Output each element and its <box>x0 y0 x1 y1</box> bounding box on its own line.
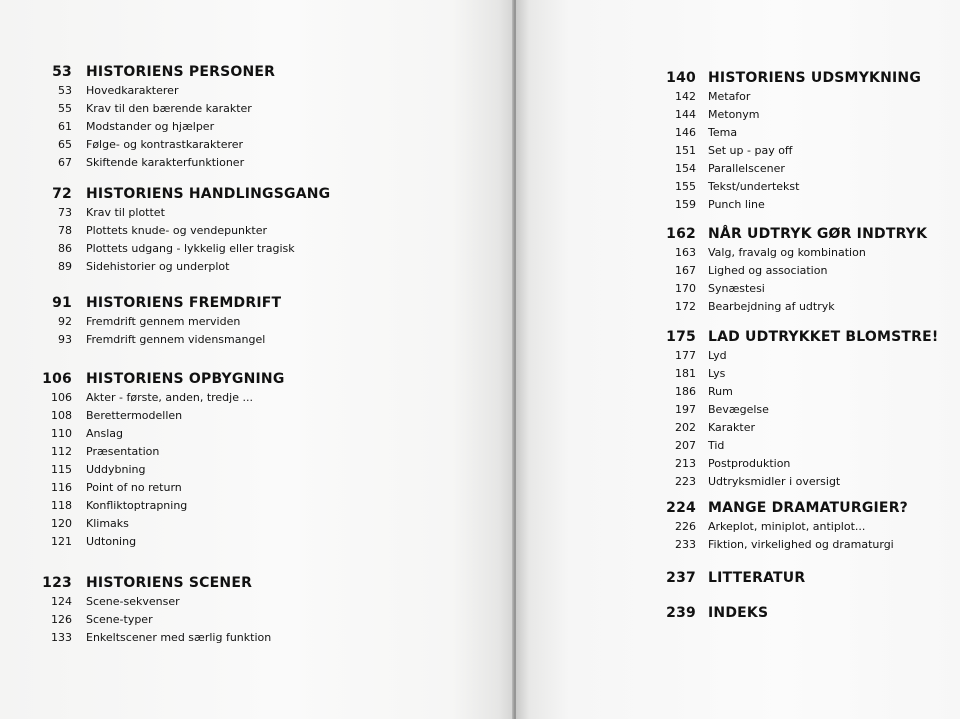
toc-entry <box>516 88 960 106</box>
section-heading <box>0 184 514 204</box>
entry-title: Krav til plottet <box>86 206 165 219</box>
entry-title: Tema <box>708 126 738 139</box>
entry-page-number: 226 <box>675 520 696 533</box>
entry-title: Sidehistorier og underplot <box>86 260 230 273</box>
toc-entry <box>0 593 514 611</box>
entry-page-number: 78 <box>58 224 72 237</box>
toc-entry <box>0 154 514 172</box>
toc-entry <box>516 473 960 491</box>
entry-page-number: 144 <box>675 108 696 121</box>
entry-page-number: 116 <box>51 481 72 494</box>
toc-entry <box>516 280 960 298</box>
entry-page-number: 120 <box>51 517 72 530</box>
section-title: HISTORIENS SCENER <box>86 575 253 591</box>
entry-title: Scene-typer <box>86 613 153 626</box>
toc-section <box>516 68 960 214</box>
toc-entry <box>516 160 960 178</box>
entry-page-number: 86 <box>58 242 72 255</box>
entry-page-number: 53 <box>58 84 72 97</box>
toc-entry <box>0 136 514 154</box>
entry-title: Tid <box>708 439 725 452</box>
entry-title: Akter - første, anden, tredje ... <box>86 391 253 404</box>
entry-page-number: 115 <box>51 463 72 476</box>
section-page-number: 239 <box>666 605 696 621</box>
entry-title: Krav til den bærende karakter <box>86 102 252 115</box>
section-title: HISTORIENS PERSONER <box>86 64 276 80</box>
entry-title: Klimaks <box>86 517 129 530</box>
section-page-number: 91 <box>52 295 72 311</box>
section-title: NÅR UDTRYK GØR INDTRYK <box>708 226 928 242</box>
entry-page-number: 89 <box>58 260 72 273</box>
toc-entry <box>516 347 960 365</box>
entry-page-number: 207 <box>675 439 696 452</box>
entry-title: Lyd <box>708 349 727 362</box>
section-title: LAD UDTRYKKET BLOMSTRE! <box>708 329 939 345</box>
entry-title: Anslag <box>86 427 124 440</box>
entry-title: Berettermodellen <box>86 409 183 422</box>
entry-page-number: 121 <box>51 535 72 548</box>
entry-page-number: 155 <box>675 180 696 193</box>
section-page-number: 123 <box>42 575 72 591</box>
toc-entry <box>516 298 960 316</box>
entry-title: Postproduktion <box>708 457 791 470</box>
entry-title: Lys <box>708 367 726 380</box>
section-heading <box>516 603 960 623</box>
toc-entry <box>0 515 514 533</box>
entry-page-number: 177 <box>675 349 696 362</box>
toc-entry <box>0 407 514 425</box>
toc-section <box>516 603 960 623</box>
section-heading <box>516 568 960 588</box>
section-title: INDEKS <box>708 605 769 621</box>
toc-section <box>0 369 514 551</box>
toc-entry <box>516 178 960 196</box>
toc-entry <box>516 419 960 437</box>
entry-page-number: 163 <box>675 246 696 259</box>
right-page <box>516 0 960 719</box>
entry-title: Scene-sekvenser <box>86 595 180 608</box>
toc-entry <box>0 479 514 497</box>
section-title: HISTORIENS HANDLINGSGANG <box>86 186 331 202</box>
entry-page-number: 159 <box>675 198 696 211</box>
entry-title: Set up - pay off <box>708 144 793 157</box>
toc-entry <box>516 196 960 214</box>
entry-page-number: 61 <box>58 120 72 133</box>
entry-title: Parallelscener <box>708 162 785 175</box>
toc-entry <box>0 443 514 461</box>
entry-page-number: 233 <box>675 538 696 551</box>
toc-entry <box>0 100 514 118</box>
toc-entry <box>516 518 960 536</box>
entry-page-number: 65 <box>58 138 72 151</box>
section-page-number: 237 <box>666 570 696 586</box>
entry-title: Metonym <box>708 108 760 121</box>
section-page-number: 224 <box>666 500 696 516</box>
entry-title: Plottets knude- og vendepunkter <box>86 224 267 237</box>
entry-title: Udtoning <box>86 535 137 548</box>
entry-title: Bevægelse <box>708 403 769 416</box>
toc-entry <box>0 331 514 349</box>
toc-entry <box>516 262 960 280</box>
entry-title: Skiftende karakterfunktioner <box>86 156 245 169</box>
section-heading <box>0 62 514 82</box>
toc-entry <box>516 455 960 473</box>
section-heading <box>516 327 960 347</box>
entry-page-number: 124 <box>51 595 72 608</box>
entry-title: Synæstesi <box>708 282 765 295</box>
section-heading <box>516 68 960 88</box>
section-title: MANGE DRAMATURGIER? <box>708 500 908 516</box>
toc-entry <box>516 437 960 455</box>
section-page-number: 140 <box>666 70 696 86</box>
section-page-number: 162 <box>666 226 696 242</box>
entry-page-number: 73 <box>58 206 72 219</box>
entry-page-number: 170 <box>675 282 696 295</box>
entry-page-number: 118 <box>51 499 72 512</box>
entry-title: Hovedkarakterer <box>86 84 179 97</box>
entry-page-number: 133 <box>51 631 72 644</box>
toc-section <box>0 573 514 647</box>
toc-entry <box>516 244 960 262</box>
entry-page-number: 223 <box>675 475 696 488</box>
toc-entry <box>516 536 960 554</box>
section-heading <box>0 369 514 389</box>
entry-page-number: 167 <box>675 264 696 277</box>
section-title: HISTORIENS OPBYGNING <box>86 371 285 387</box>
entry-title: Fremdrift gennem merviden <box>86 315 241 328</box>
entry-title: Uddybning <box>86 463 146 476</box>
toc-entry <box>0 461 514 479</box>
entry-title: Karakter <box>708 421 755 434</box>
toc-entry <box>0 389 514 407</box>
entry-title: Punch line <box>708 198 765 211</box>
entry-page-number: 106 <box>51 391 72 404</box>
entry-page-number: 55 <box>58 102 72 115</box>
toc-entry <box>0 240 514 258</box>
entry-page-number: 108 <box>51 409 72 422</box>
toc-entry <box>516 365 960 383</box>
section-heading <box>516 224 960 244</box>
section-title: HISTORIENS FREMDRIFT <box>86 295 282 311</box>
entry-title: Præsentation <box>86 445 160 458</box>
entry-title: Enkeltscener med særlig funktion <box>86 631 272 644</box>
section-page-number: 175 <box>666 329 696 345</box>
toc-entry <box>0 313 514 331</box>
entry-title: Fiktion, virkelighed og dramaturgi <box>708 538 894 551</box>
right-table-of-contents <box>516 0 960 719</box>
section-heading <box>516 498 960 518</box>
entry-title: Point of no return <box>86 481 182 494</box>
entry-title: Bearbejdning af udtryk <box>708 300 835 313</box>
toc-section <box>0 184 514 276</box>
toc-entry <box>516 124 960 142</box>
section-heading <box>0 293 514 313</box>
section-page-number: 106 <box>42 371 72 387</box>
entry-title: Rum <box>708 385 733 398</box>
entry-page-number: 154 <box>675 162 696 175</box>
entry-title: Udtryksmidler i oversigt <box>708 475 841 488</box>
toc-section <box>0 293 514 349</box>
entry-title: Modstander og hjælper <box>86 120 215 133</box>
toc-entry <box>0 82 514 100</box>
section-page-number: 72 <box>52 186 72 202</box>
entry-page-number: 146 <box>675 126 696 139</box>
entry-title: Metafor <box>708 90 751 103</box>
entry-title: Plottets udgang - lykkelig eller tragisk <box>86 242 295 255</box>
toc-section <box>516 224 960 316</box>
entry-page-number: 110 <box>51 427 72 440</box>
toc-entry <box>0 497 514 515</box>
entry-title: Følge- og kontrastkarakterer <box>86 138 244 151</box>
entry-page-number: 213 <box>675 457 696 470</box>
entry-page-number: 186 <box>675 385 696 398</box>
entry-page-number: 181 <box>675 367 696 380</box>
toc-entry <box>516 401 960 419</box>
toc-entry <box>0 533 514 551</box>
entry-title: Tekst/undertekst <box>708 180 800 193</box>
entry-page-number: 67 <box>58 156 72 169</box>
section-page-number: 53 <box>52 64 72 80</box>
section-title: HISTORIENS UDSMYKNING <box>708 70 922 86</box>
entry-page-number: 93 <box>58 333 72 346</box>
toc-entry <box>516 106 960 124</box>
toc-entry <box>0 222 514 240</box>
entry-page-number: 172 <box>675 300 696 313</box>
entry-title: Arkeplot, miniplot, antiplot... <box>708 520 866 533</box>
entry-title: Lighed og association <box>708 264 828 277</box>
toc-entry <box>0 629 514 647</box>
section-heading <box>0 573 514 593</box>
entry-title: Konfliktoptrapning <box>86 499 188 512</box>
toc-entry <box>0 258 514 276</box>
toc-section <box>516 498 960 554</box>
entry-title: Valg, fravalg og kombination <box>708 246 866 259</box>
toc-section <box>516 568 960 588</box>
entry-page-number: 197 <box>675 403 696 416</box>
section-title: LITTERATUR <box>708 570 806 586</box>
toc-entry <box>0 204 514 222</box>
entry-page-number: 202 <box>675 421 696 434</box>
toc-entry <box>0 118 514 136</box>
entry-title: Fremdrift gennem vidensmangel <box>86 333 266 346</box>
toc-section <box>516 327 960 491</box>
toc-section <box>0 62 514 172</box>
toc-entry <box>0 611 514 629</box>
entry-page-number: 112 <box>51 445 72 458</box>
toc-entry <box>0 425 514 443</box>
toc-entry <box>516 383 960 401</box>
entry-page-number: 92 <box>58 315 72 328</box>
toc-entry <box>516 142 960 160</box>
entry-page-number: 151 <box>675 144 696 157</box>
entry-page-number: 142 <box>675 90 696 103</box>
entry-page-number: 126 <box>51 613 72 626</box>
